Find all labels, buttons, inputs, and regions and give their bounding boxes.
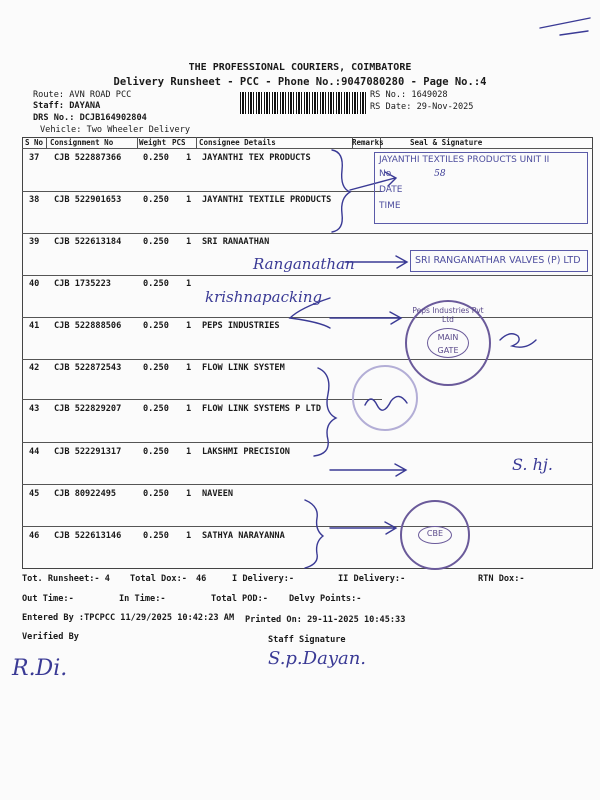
row-pcs: 1 bbox=[186, 531, 192, 541]
arrow-mark bbox=[330, 312, 401, 324]
row-sno: 37 bbox=[29, 153, 40, 163]
row-consignee: FLOW LINK SYSTEM bbox=[202, 363, 285, 373]
ii-delivery: II Delivery:- bbox=[338, 574, 406, 584]
row-consignment: CJB 522888506 bbox=[54, 321, 122, 331]
total-dox: Total Dox:- bbox=[130, 574, 187, 584]
company-name: THE PROFESSIONAL COURIERS, COIMBATORE bbox=[188, 62, 412, 73]
scribble-mark bbox=[540, 18, 590, 35]
row-weight: 0.250 bbox=[143, 531, 169, 541]
row-weight: 0.250 bbox=[143, 195, 169, 205]
row-consignee: FLOW LINK SYSTEMS P LTD bbox=[202, 404, 321, 414]
row-consignment: CJB 522291317 bbox=[54, 447, 122, 457]
i-delivery: I Delivery:- bbox=[232, 574, 295, 584]
scribble-mark bbox=[500, 334, 536, 347]
row-sno: 46 bbox=[29, 531, 40, 541]
col-weight: Weight bbox=[139, 138, 167, 147]
row-weight: 0.250 bbox=[143, 404, 169, 414]
col-consignment: Consignment No bbox=[50, 138, 114, 147]
cbe-round-stamp bbox=[400, 500, 470, 570]
jayanthi-stamp: JAYANTHI TEXTILES PRODUCTS UNIT II No 58 DATE TIME bbox=[374, 152, 588, 224]
row-consignment: CJB 1735223 bbox=[54, 279, 111, 289]
drs-label: DRS No.: DCJB164902804 bbox=[33, 113, 147, 123]
vehicle-label: Vehicle: Two Wheeler Delivery bbox=[40, 125, 191, 135]
row-consignment: CJB 522829207 bbox=[54, 404, 122, 414]
row-consignee: LAKSHMI PRECISION bbox=[202, 447, 290, 457]
entered-by: Entered By :TPCPCC 11/29/2025 10:42:23 AM bbox=[22, 613, 235, 623]
printed-on: Printed On: 29-11-2025 10:45:33 bbox=[245, 615, 406, 625]
row-sno: 43 bbox=[29, 404, 40, 414]
col-remarks: Remarks bbox=[352, 138, 384, 147]
stamp-time-label: TIME bbox=[379, 201, 401, 211]
stamp-no-label: No bbox=[379, 169, 392, 179]
arrow-mark bbox=[330, 464, 406, 476]
row-weight: 0.250 bbox=[143, 237, 169, 247]
stamp-ring-text: Peps Industries Pvt Ltd bbox=[412, 306, 484, 324]
in-time: In Time:- bbox=[119, 594, 166, 604]
row-sno: 41 bbox=[29, 321, 40, 331]
col-sno: S No bbox=[25, 138, 44, 147]
peps-round-stamp bbox=[405, 300, 491, 386]
out-time: Out Time:- bbox=[22, 594, 74, 604]
brace-mark bbox=[305, 500, 323, 568]
row-sno: 44 bbox=[29, 447, 40, 457]
total-pod: Total POD:- bbox=[211, 594, 268, 604]
col-seal: Seal & Signature bbox=[410, 138, 483, 147]
row-consignment: CJB 522887366 bbox=[54, 153, 122, 163]
stamp-center-text: CBE bbox=[418, 526, 452, 544]
row-sno: 42 bbox=[29, 363, 40, 373]
row-consignee: JAYANTHI TEXTILE PRODUCTS bbox=[202, 195, 332, 205]
verified-by-label: Verified By bbox=[22, 632, 79, 642]
row-pcs: 1 bbox=[186, 279, 192, 289]
row-weight: 0.250 bbox=[143, 447, 169, 457]
row-weight: 0.250 bbox=[143, 363, 169, 373]
sri-ranganathar-stamp: SRI RANGANATHAR VALVES (P) LTD bbox=[410, 250, 588, 272]
row-weight: 0.250 bbox=[143, 279, 169, 289]
rs-date: RS Date: 29-Nov-2025 bbox=[370, 102, 474, 112]
row-consignment: CJB 522613184 bbox=[54, 237, 122, 247]
faint-round-stamp bbox=[352, 365, 418, 431]
handwritten-initials: S. hj. bbox=[512, 455, 553, 474]
staff-label: Staff: DAYANA bbox=[33, 101, 101, 111]
route-label: Route: AVN ROAD PCC bbox=[33, 90, 132, 100]
row-consignee: PEPS INDUSTRIES bbox=[202, 321, 280, 331]
row-pcs: 1 bbox=[186, 404, 192, 414]
row-pcs: 1 bbox=[186, 321, 192, 331]
staff-signature-label: Staff Signature bbox=[268, 635, 346, 645]
arrow-mark bbox=[330, 522, 396, 534]
row-consignee: JAYANTHI TEX PRODUCTS bbox=[202, 153, 311, 163]
row-consignee: SATHYA NARAYANNA bbox=[202, 531, 285, 541]
stamp-date-label: DATE bbox=[379, 185, 403, 195]
staff-signature: S.p.Dayan. bbox=[268, 648, 367, 669]
tot-runsheet: Tot. Runsheet:- 4 bbox=[22, 574, 110, 584]
row-consignee: SRI RANAATHAN bbox=[202, 237, 270, 247]
rtn-dox: RTN Dox:- bbox=[478, 574, 525, 584]
brace-mark bbox=[314, 368, 336, 456]
row-consignment: CJB 522872543 bbox=[54, 363, 122, 373]
row-sno: 39 bbox=[29, 237, 40, 247]
row-weight: 0.250 bbox=[143, 489, 169, 499]
col-consignee: Consignee Details bbox=[199, 138, 276, 147]
row-sno: 40 bbox=[29, 279, 40, 289]
verified-signature: R.Di. bbox=[12, 656, 68, 681]
row-weight: 0.250 bbox=[143, 321, 169, 331]
runsheet-title: Delivery Runsheet - PCC - Phone No.:9047080280 - Page No.:4 bbox=[113, 76, 487, 88]
row-sno: 45 bbox=[29, 489, 40, 499]
row-consignment: CJB 80922495 bbox=[54, 489, 117, 499]
stamp-no-value: 58 bbox=[434, 169, 446, 179]
row-pcs: 1 bbox=[186, 447, 192, 457]
row-weight: 0.250 bbox=[143, 153, 169, 163]
row-pcs: 1 bbox=[186, 489, 192, 499]
row-consignee: NAVEEN bbox=[202, 489, 234, 499]
row-pcs: 1 bbox=[186, 195, 192, 205]
rs-number: RS No.: 1649028 bbox=[370, 90, 448, 100]
row-consignment: CJB 522613146 bbox=[54, 531, 122, 541]
row-pcs: 1 bbox=[186, 363, 192, 373]
row-consignment: CJB 522901653 bbox=[54, 195, 122, 205]
col-pcs: PCS bbox=[172, 138, 186, 147]
brace-mark bbox=[332, 150, 350, 232]
row-sno: 38 bbox=[29, 195, 40, 205]
handwritten-name: krishnapacking bbox=[205, 288, 323, 306]
row-pcs: 1 bbox=[186, 153, 192, 163]
handwritten-name: Ranganathan bbox=[253, 255, 355, 273]
stamp-center-text: MAIN GATE bbox=[427, 328, 469, 358]
delvy-points: Delvy Points:- bbox=[289, 594, 362, 604]
row-pcs: 1 bbox=[186, 237, 192, 247]
total-dox-value: 46 bbox=[196, 574, 207, 584]
